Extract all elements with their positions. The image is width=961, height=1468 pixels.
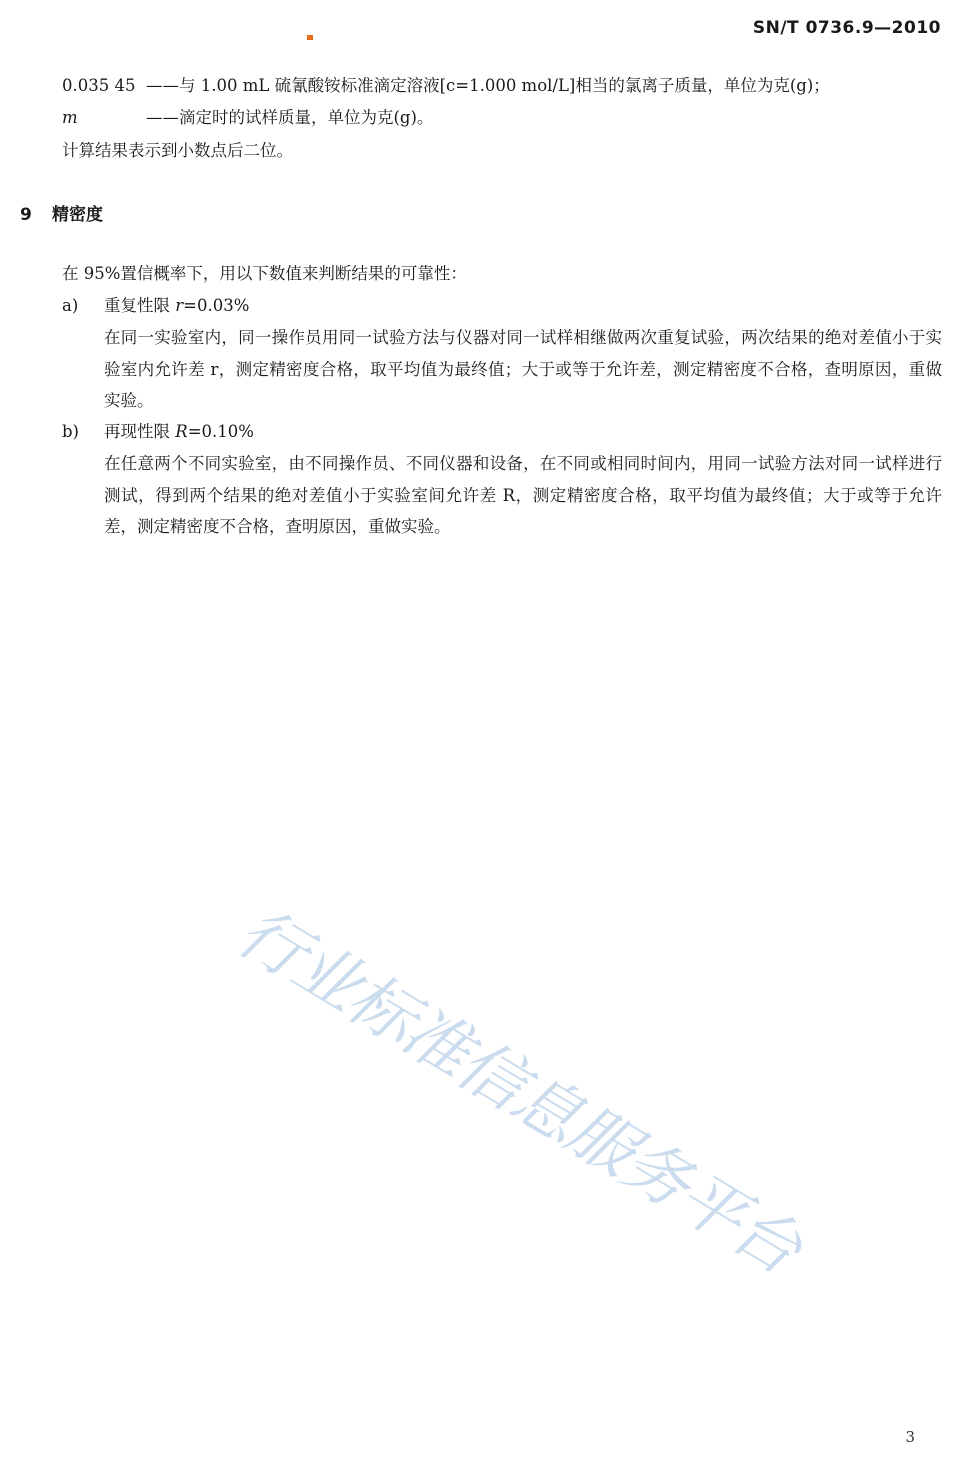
definition-row: [62, 106, 942, 130]
item-label: a): [62, 296, 79, 315]
definition-text: ——滴定时的试样质量，单位为克(g)。: [146, 108, 434, 127]
accent-mark: [307, 35, 313, 40]
item-paragraph: 在任意两个不同实验室，由不同操作员、不同仪器和设备，在不同或相同时间内，用同一试验方法对同一试样进行测试，得到两个结果的绝对差值小于实验室间允许差 R，测定精密度合格，取平均值为最终值；大于或等于允许差，测定精密度不合格，查明原因，重做实验。: [104, 454, 942, 536]
watermark: 行业标准信息服务平台: [224, 892, 813, 1289]
definition-row: [62, 74, 942, 98]
definition-symbol: m: [62, 108, 78, 127]
section-title: 精密度: [52, 205, 103, 225]
section-number: 9: [20, 205, 32, 225]
item-value: =0.03%: [183, 296, 250, 315]
item-title-text: 再现性限: [104, 422, 176, 441]
section-heading: [20, 200, 103, 225]
definition-symbol: 0.035 45: [62, 76, 136, 95]
item-label: b): [62, 422, 79, 441]
item-title: [104, 294, 249, 318]
result-note: 计算结果表示到小数点后二位。: [62, 141, 293, 160]
item-value: =0.10%: [187, 422, 254, 441]
definition-text: ——与 1.00 mL 硫氰酸铵标准滴定溶液[c=1.000 mol/L]相当的氯离子质量，单位为克(g)；: [146, 76, 830, 95]
item-symbol: r: [175, 296, 184, 315]
item-title: [104, 420, 254, 444]
item-title-text: 重复性限: [104, 296, 176, 315]
item-paragraph: 在同一实验室内，同一操作员用同一试验方法与仪器对同一试样相继做两次重复试验，两次结果的绝对差值小于实验室内允许差 r，测定精密度合格，取平均值为最终值；大于或等于允许差，测定精密度不合格，查明原因，重做实验。: [104, 328, 942, 410]
page-number: 3: [905, 1428, 915, 1446]
section-intro: 在 95%置信概率下，用以下数值来判断结果的可靠性：: [62, 264, 467, 283]
standard-code: SN/T 0736.9—2010: [752, 18, 941, 38]
item-symbol: R: [175, 422, 188, 441]
